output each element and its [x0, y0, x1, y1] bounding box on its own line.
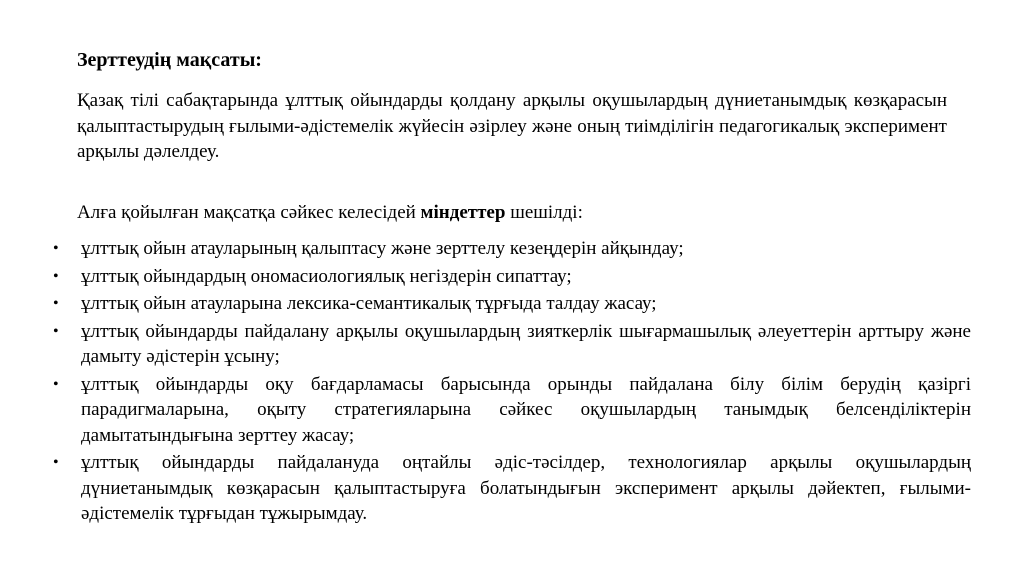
tasks-intro: [77, 200, 583, 226]
task-item: [51, 264, 971, 290]
task-item: [51, 319, 971, 370]
task-text: ұлттық ойындарды пайдалану арқылы оқушылардың зияткерлік шығармашылық әлеуеттерін арттыру және дамыту әдістерін ұсыну;: [81, 320, 971, 367]
bullet-icon: •: [53, 240, 59, 257]
task-text: ұлттық ойын атауларының қалыптасу және зерттелу кезеңдерін айқындау;: [81, 238, 684, 259]
tasks-intro-ending: шешілді:: [505, 202, 583, 223]
task-text: ұлттық ойындардың ономасиологиялық негіздерін сипаттау;: [81, 265, 572, 287]
task-text: ұлттық ойындарды пайдалануда оңтайлы әдіс-тәсілдер, технологиялар арқылы оқушылардың дүниетанымдық көзқарасын қалыптастыруға болатындығын эксперимент арқылы дәйектеп, ғылыми-әдістемелік тұрғыдан тұжырымдау.: [81, 452, 971, 524]
task-text: ұлттық ойындарды оқу бағдарламасы барысында орынды пайдалана білу білім берудің қазіргі парадигмаларына, оқыту стратегияларына сәйкес оқушылардың танымдық белсенділіктерін дамытатындығына зерттеу жасау;: [81, 373, 971, 446]
tasks-intro-text: Алға қойылған мақсатқа сәйкес келесідей: [77, 202, 421, 223]
bullet-icon: •: [53, 267, 59, 285]
slide-heading: Зерттеудің мақсаты:: [77, 49, 262, 71]
task-item: [51, 372, 971, 449]
task-item: [51, 291, 971, 317]
bullet-icon: •: [53, 295, 59, 312]
bullet-icon: •: [53, 322, 59, 340]
purpose-paragraph: Қазақ тілі сабақтарында ұлттық ойындарды қолдану арқылы оқушылардың дүниетанымдық көзқарасын қалыптастырудың ғылыми-әдістемелік жүйесін әзірлеу және оның тиімділігін педагогикалық эксперимент арқылы дәлелдеу.: [77, 90, 947, 162]
tasks-list: [51, 236, 971, 529]
task-item: [51, 236, 971, 262]
task-text: ұлттық ойын атауларына лексика-семантикалық тұрғыда талдау жасау;: [81, 293, 657, 314]
tasks-intro-keyword: міндеттер: [420, 202, 506, 223]
bullet-icon: •: [53, 375, 59, 393]
task-item: [51, 450, 971, 527]
bullet-icon: •: [53, 454, 59, 471]
